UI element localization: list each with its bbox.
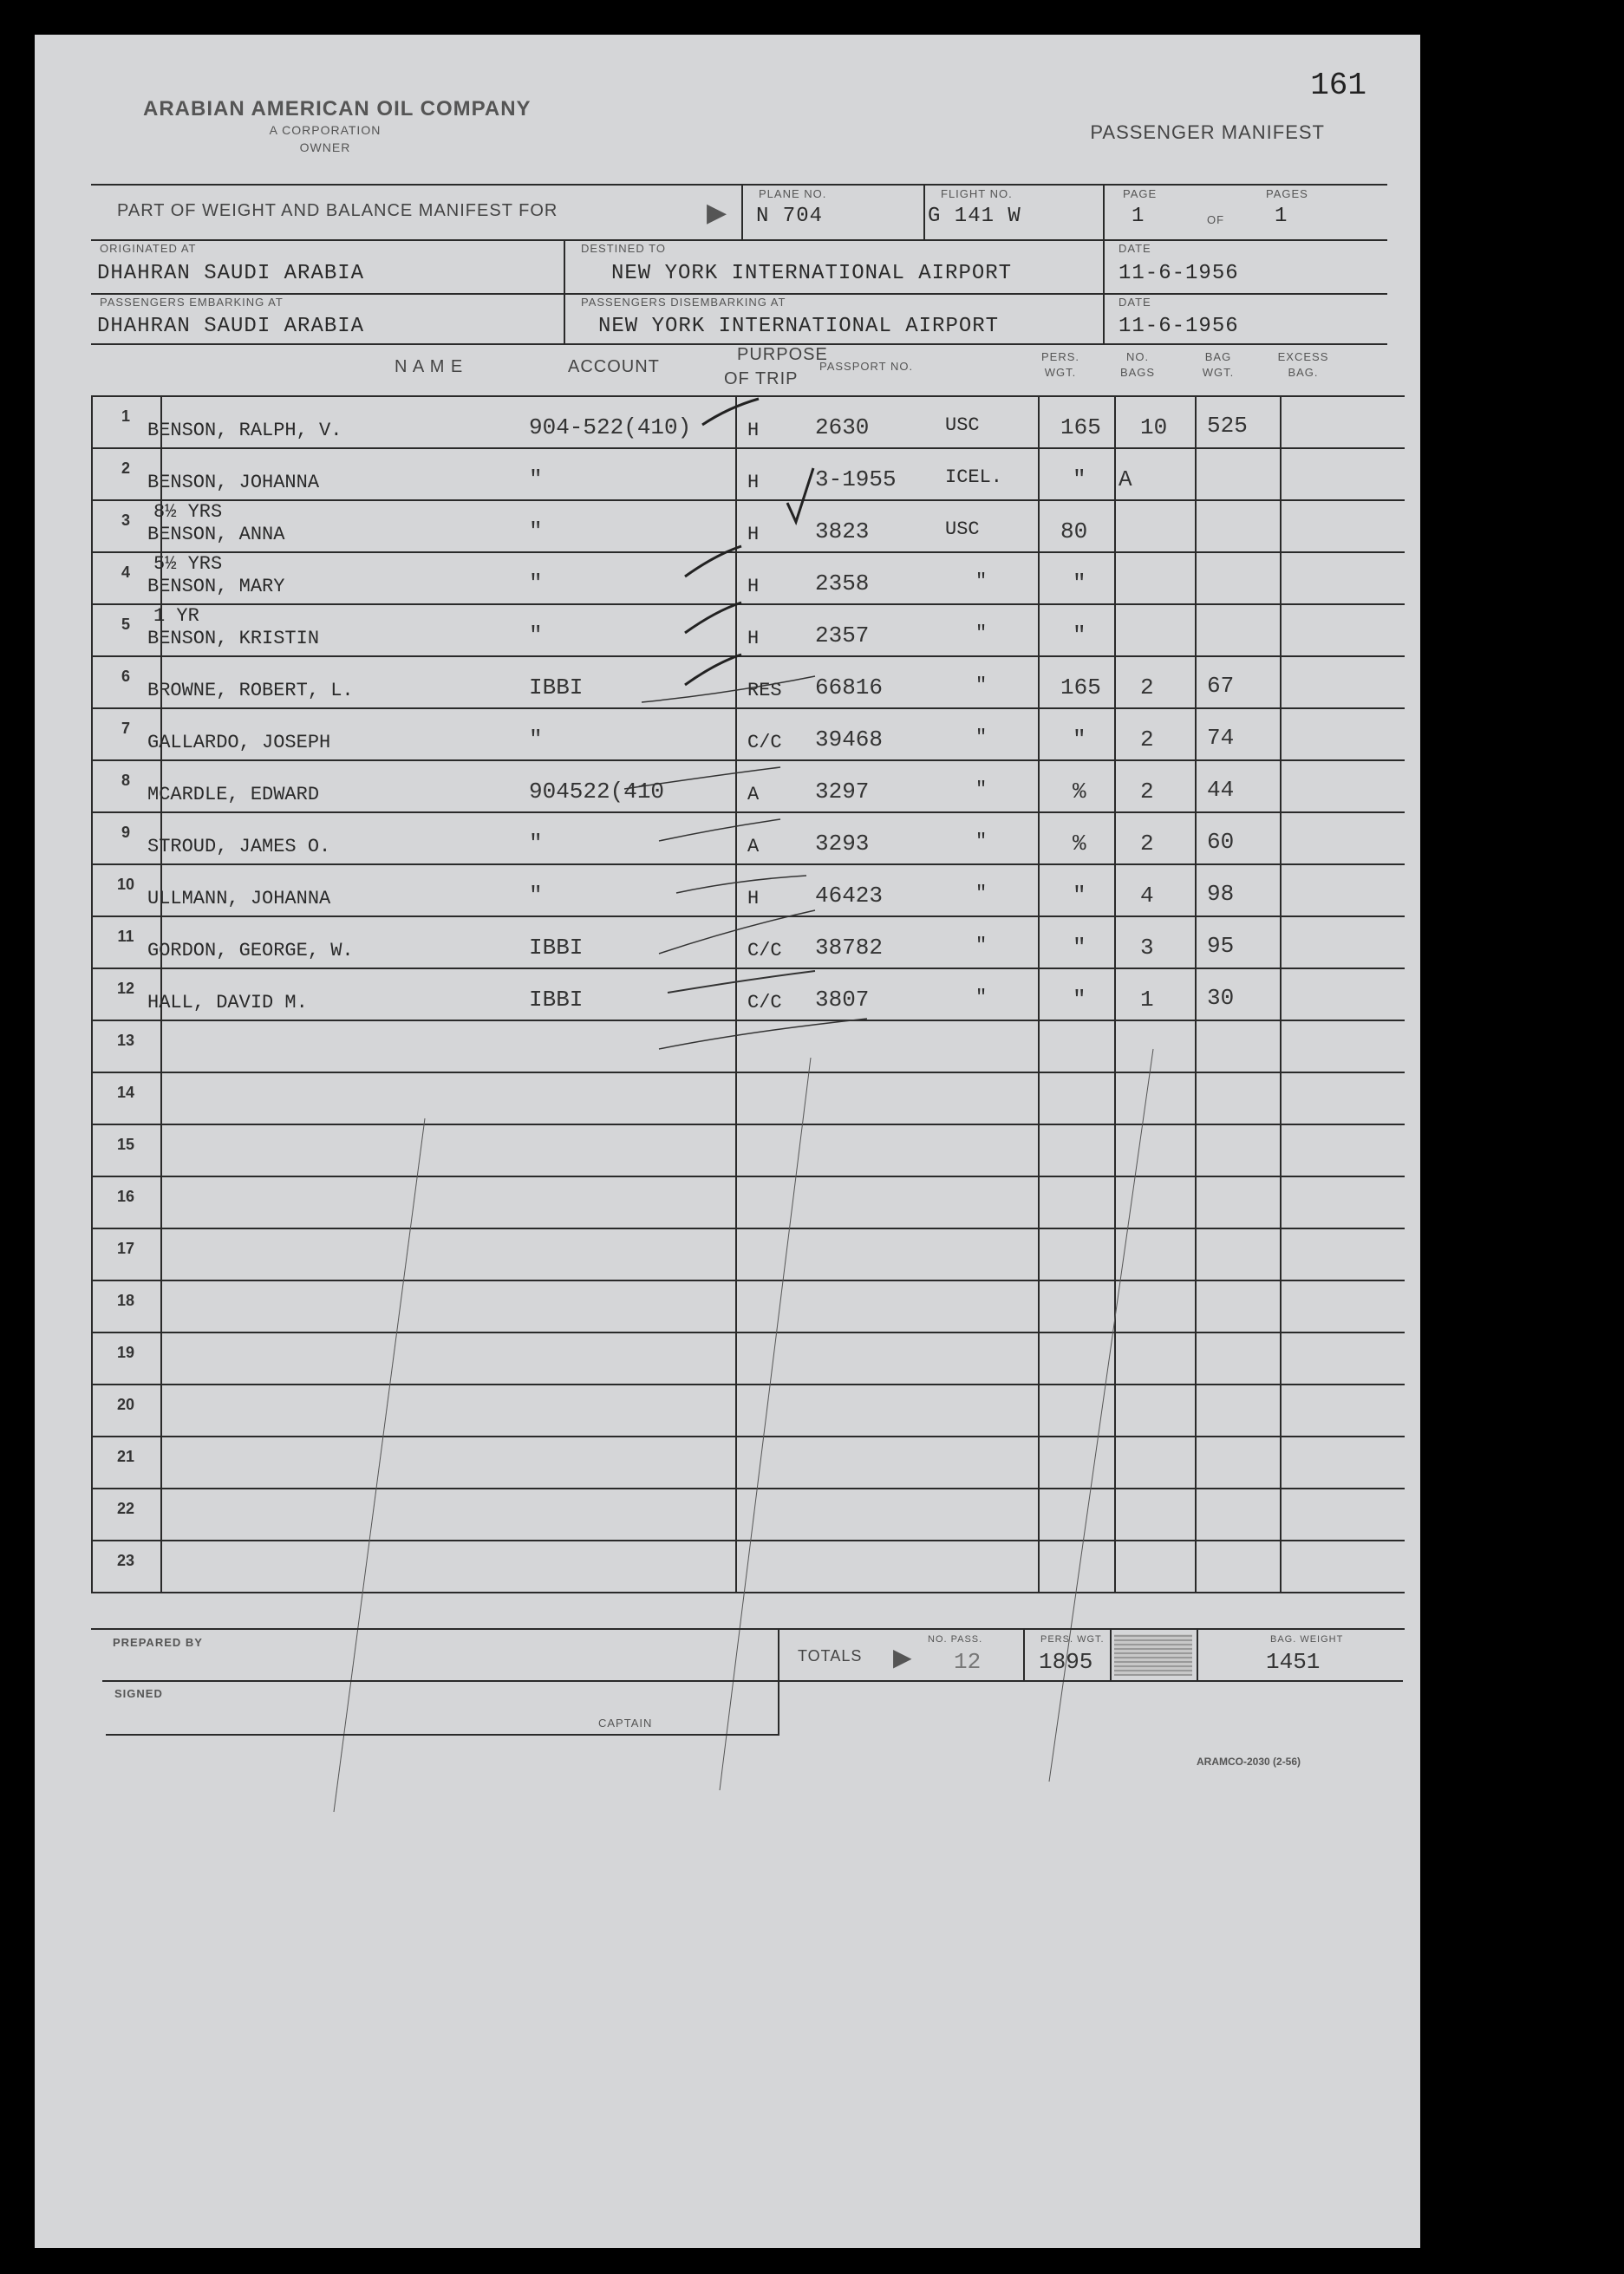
passport-number: 3807 [815,987,870,1013]
destined-label: DESTINED TO [581,242,666,255]
embarking-value: DHAHRAN SAUDI ARABIA [97,315,365,338]
prepared-by-label: PREPARED BY [113,1636,203,1649]
passport-country: " [975,570,988,592]
passport-number: 3297 [815,779,870,805]
form-title: PASSENGER MANIFEST [1090,121,1325,143]
passport-number: 2357 [815,622,870,648]
row-number: 20 [116,1396,135,1413]
number-of-bags: 1 [1140,987,1154,1013]
passenger-account: IBBI [529,674,584,700]
row-number: 17 [116,1240,135,1257]
no-pass-value: 12 [954,1649,982,1675]
passport-country: " [975,935,988,956]
personal-weight: " [1073,987,1086,1013]
passenger-name: BENSON, KRISTIN [147,628,320,649]
row-number: 14 [116,1084,135,1101]
of-label: OF [1207,213,1225,226]
embarking-label: PASSENGERS EMBARKING AT [100,296,284,309]
passenger-name: BENSON, JOHANNA [147,472,320,493]
passport-country: USC [945,414,980,436]
bag-weight-label: BAG. WEIGHT [1270,1634,1344,1645]
passport-country: " [975,674,988,696]
manifest-page [35,35,1420,2248]
row-number: 5 [121,616,130,633]
row-number: 9 [121,824,130,841]
bag-weight: 525 [1207,413,1248,439]
row-number: 2 [121,459,130,477]
passenger-age: 1 YR [153,605,199,627]
bag-weight: 44 [1207,777,1235,803]
passenger-account: " [529,831,543,857]
col-name: N A M E [395,357,464,376]
trip-purpose: H [747,524,760,545]
signed-label: SIGNED [114,1687,163,1700]
col-passport: PASSPORT NO. [819,360,914,373]
personal-weight: 80 [1060,518,1088,544]
pages-value: 1 [1275,205,1288,228]
trip-purpose: H [747,420,760,441]
pers-wgt-value: 1895 [1039,1649,1093,1675]
personal-weight: " [1073,622,1086,648]
passenger-name: STROUD, JAMES O. [147,836,331,857]
passenger-account: IBBI [529,987,584,1013]
passport-number: 3-1955 [815,466,897,492]
passenger-age: 8½ YRS [153,501,223,523]
personal-weight: " [1073,935,1086,961]
row-number: 22 [116,1500,135,1517]
passenger-name: HALL, DAVID M. [147,992,308,1013]
passport-number: 3293 [815,831,870,857]
row-number: 6 [121,668,130,685]
col-of-trip: OF TRIP [724,369,799,388]
passport-number: 2630 [815,414,870,440]
row-number: 1 [121,407,130,425]
personal-weight: 165 [1060,674,1101,700]
arrow-right-icon: ▶ [707,199,727,227]
row-number: 13 [116,1032,135,1049]
company-corporation: A CORPORATION [269,123,382,137]
trip-purpose: C/C [747,940,782,961]
plane-no-value: N 704 [756,205,824,228]
passport-country: USC [945,518,980,540]
flight-no-label: FLIGHT NO. [941,187,1013,200]
date2-value: 11-6-1956 [1119,315,1239,338]
passenger-name: BROWNE, ROBERT, L. [147,680,354,701]
passport-country: ICEL. [945,466,1003,488]
col-no-bags: NO. BAGS [1119,350,1156,379]
disembarking-value: NEW YORK INTERNATIONAL AIRPORT [598,315,1000,338]
row-number: 18 [116,1292,135,1309]
row-number: 12 [116,980,135,997]
passenger-account: " [529,570,543,596]
captain-label: CAPTAIN [598,1717,653,1730]
bag-weight: 60 [1207,829,1235,855]
passenger-account: " [529,518,543,544]
part-of-label: PART OF WEIGHT AND BALANCE MANIFEST FOR [117,201,558,220]
passport-number: 2358 [815,570,870,596]
trip-purpose: H [747,628,760,649]
passport-number: 66816 [815,674,884,700]
number-of-bags: 3 [1140,935,1154,961]
passport-country: " [975,727,988,748]
date2-label: DATE [1119,296,1151,309]
trip-purpose: H [747,472,760,493]
trip-purpose: C/C [747,992,782,1013]
originated-value: DHAHRAN SAUDI ARABIA [97,262,365,285]
passenger-account: " [529,727,543,753]
trip-purpose: C/C [747,732,782,753]
col-pers-wgt: PERS. WGT. [1040,350,1079,379]
totals-label: TOTALS [798,1647,863,1665]
passenger-account: " [529,622,543,648]
row-number: 3 [121,511,130,529]
personal-weight: " [1073,570,1086,596]
form-code: ARAMCO-2030 (2-56) [1197,1756,1301,1768]
passenger-name: BENSON, RALPH, V. [147,420,342,441]
passport-country: " [975,987,988,1008]
row-number: 8 [121,772,130,789]
pages-label: PAGES [1266,187,1308,200]
personal-weight: " [1073,883,1086,909]
bag-weight: 95 [1207,933,1235,959]
flight-no-value: G 141 W [928,205,1021,228]
col-purpose: PURPOSE [737,345,828,364]
col-account: ACCOUNT [568,357,660,376]
passport-number: 38782 [815,935,884,961]
page-value: 1 [1132,205,1145,228]
bag-weight: 98 [1207,881,1235,907]
date1-label: DATE [1119,242,1151,255]
passenger-name: MCARDLE, EDWARD [147,784,320,805]
plane-no-label: PLANE NO. [759,187,827,200]
passenger-name: ULLMANN, JOHANNA [147,888,331,909]
passenger-name: GALLARDO, JOSEPH [147,732,331,753]
page-label: PAGE [1123,187,1158,200]
passenger-account: " [529,883,543,909]
number-of-bags: A [1119,466,1132,492]
bag-weight-value: 1451 [1266,1649,1321,1675]
bag-weight: 67 [1207,673,1235,699]
trip-purpose: A [747,836,760,857]
number-of-bags: 4 [1140,883,1154,909]
date1-value: 11-6-1956 [1119,262,1239,285]
row-number: 19 [116,1344,135,1361]
handwritten-marks [35,35,1420,2248]
col-bag-wgt: BAG WGT. [1202,350,1235,379]
personal-weight: 165 [1060,414,1101,440]
pers-wgt-label: PERS. WGT. [1040,1634,1105,1645]
passenger-age: 5½ YRS [153,553,223,575]
passport-number: 39468 [815,727,884,753]
company-name: ARABIAN AMERICAN OIL COMPANY [143,97,532,121]
trip-purpose: A [747,784,760,805]
number-of-bags: 2 [1140,674,1154,700]
row-number: 15 [116,1136,135,1153]
personal-weight: " [1073,466,1086,492]
row-number: 23 [116,1552,135,1569]
row-number: 7 [121,720,130,737]
row-number: 16 [116,1188,135,1205]
number-of-bags: 2 [1140,779,1154,805]
destined-value: NEW YORK INTERNATIONAL AIRPORT [611,262,1013,285]
passenger-account: 904522(410 [529,779,665,805]
personal-weight: " [1073,727,1086,753]
number-of-bags: 10 [1140,414,1168,440]
passport-country: " [975,779,988,800]
number-of-bags: 2 [1140,727,1154,753]
disembarking-label: PASSENGERS DISEMBARKING AT [581,296,786,309]
row-number: 21 [116,1448,135,1465]
company-owner: OWNER [299,140,351,154]
passenger-name: BENSON, ANNA [147,524,285,545]
trip-purpose: RES [747,680,782,701]
passport-country: " [975,622,988,644]
passenger-name: GORDON, GEORGE, W. [147,940,354,961]
col-excess-bag: EXCESS BAG. [1277,350,1329,379]
originated-label: ORIGINATED AT [100,242,197,255]
page-number: 161 [1310,68,1366,103]
passport-country: " [975,831,988,852]
passenger-account: " [529,466,543,492]
passport-number: 46423 [815,883,884,909]
passport-number: 3823 [815,518,870,544]
trip-purpose: H [747,888,760,909]
personal-weight: % [1073,779,1086,805]
personal-weight: % [1073,831,1086,857]
row-number: 11 [117,928,134,945]
passenger-account: IBBI [529,935,584,961]
row-number: 4 [121,564,130,581]
passport-country: " [975,883,988,904]
number-of-bags: 2 [1140,831,1154,857]
row-number: 10 [116,876,135,893]
no-pass-label: NO. PASS. [928,1634,983,1645]
arrow-right-icon: ▶ [893,1644,912,1671]
passenger-account: 904-522(410) [529,414,692,440]
shaded-box [1114,1634,1192,1676]
passenger-name: BENSON, MARY [147,576,285,597]
bag-weight: 30 [1207,985,1235,1011]
trip-purpose: H [747,576,760,597]
bag-weight: 74 [1207,725,1235,751]
